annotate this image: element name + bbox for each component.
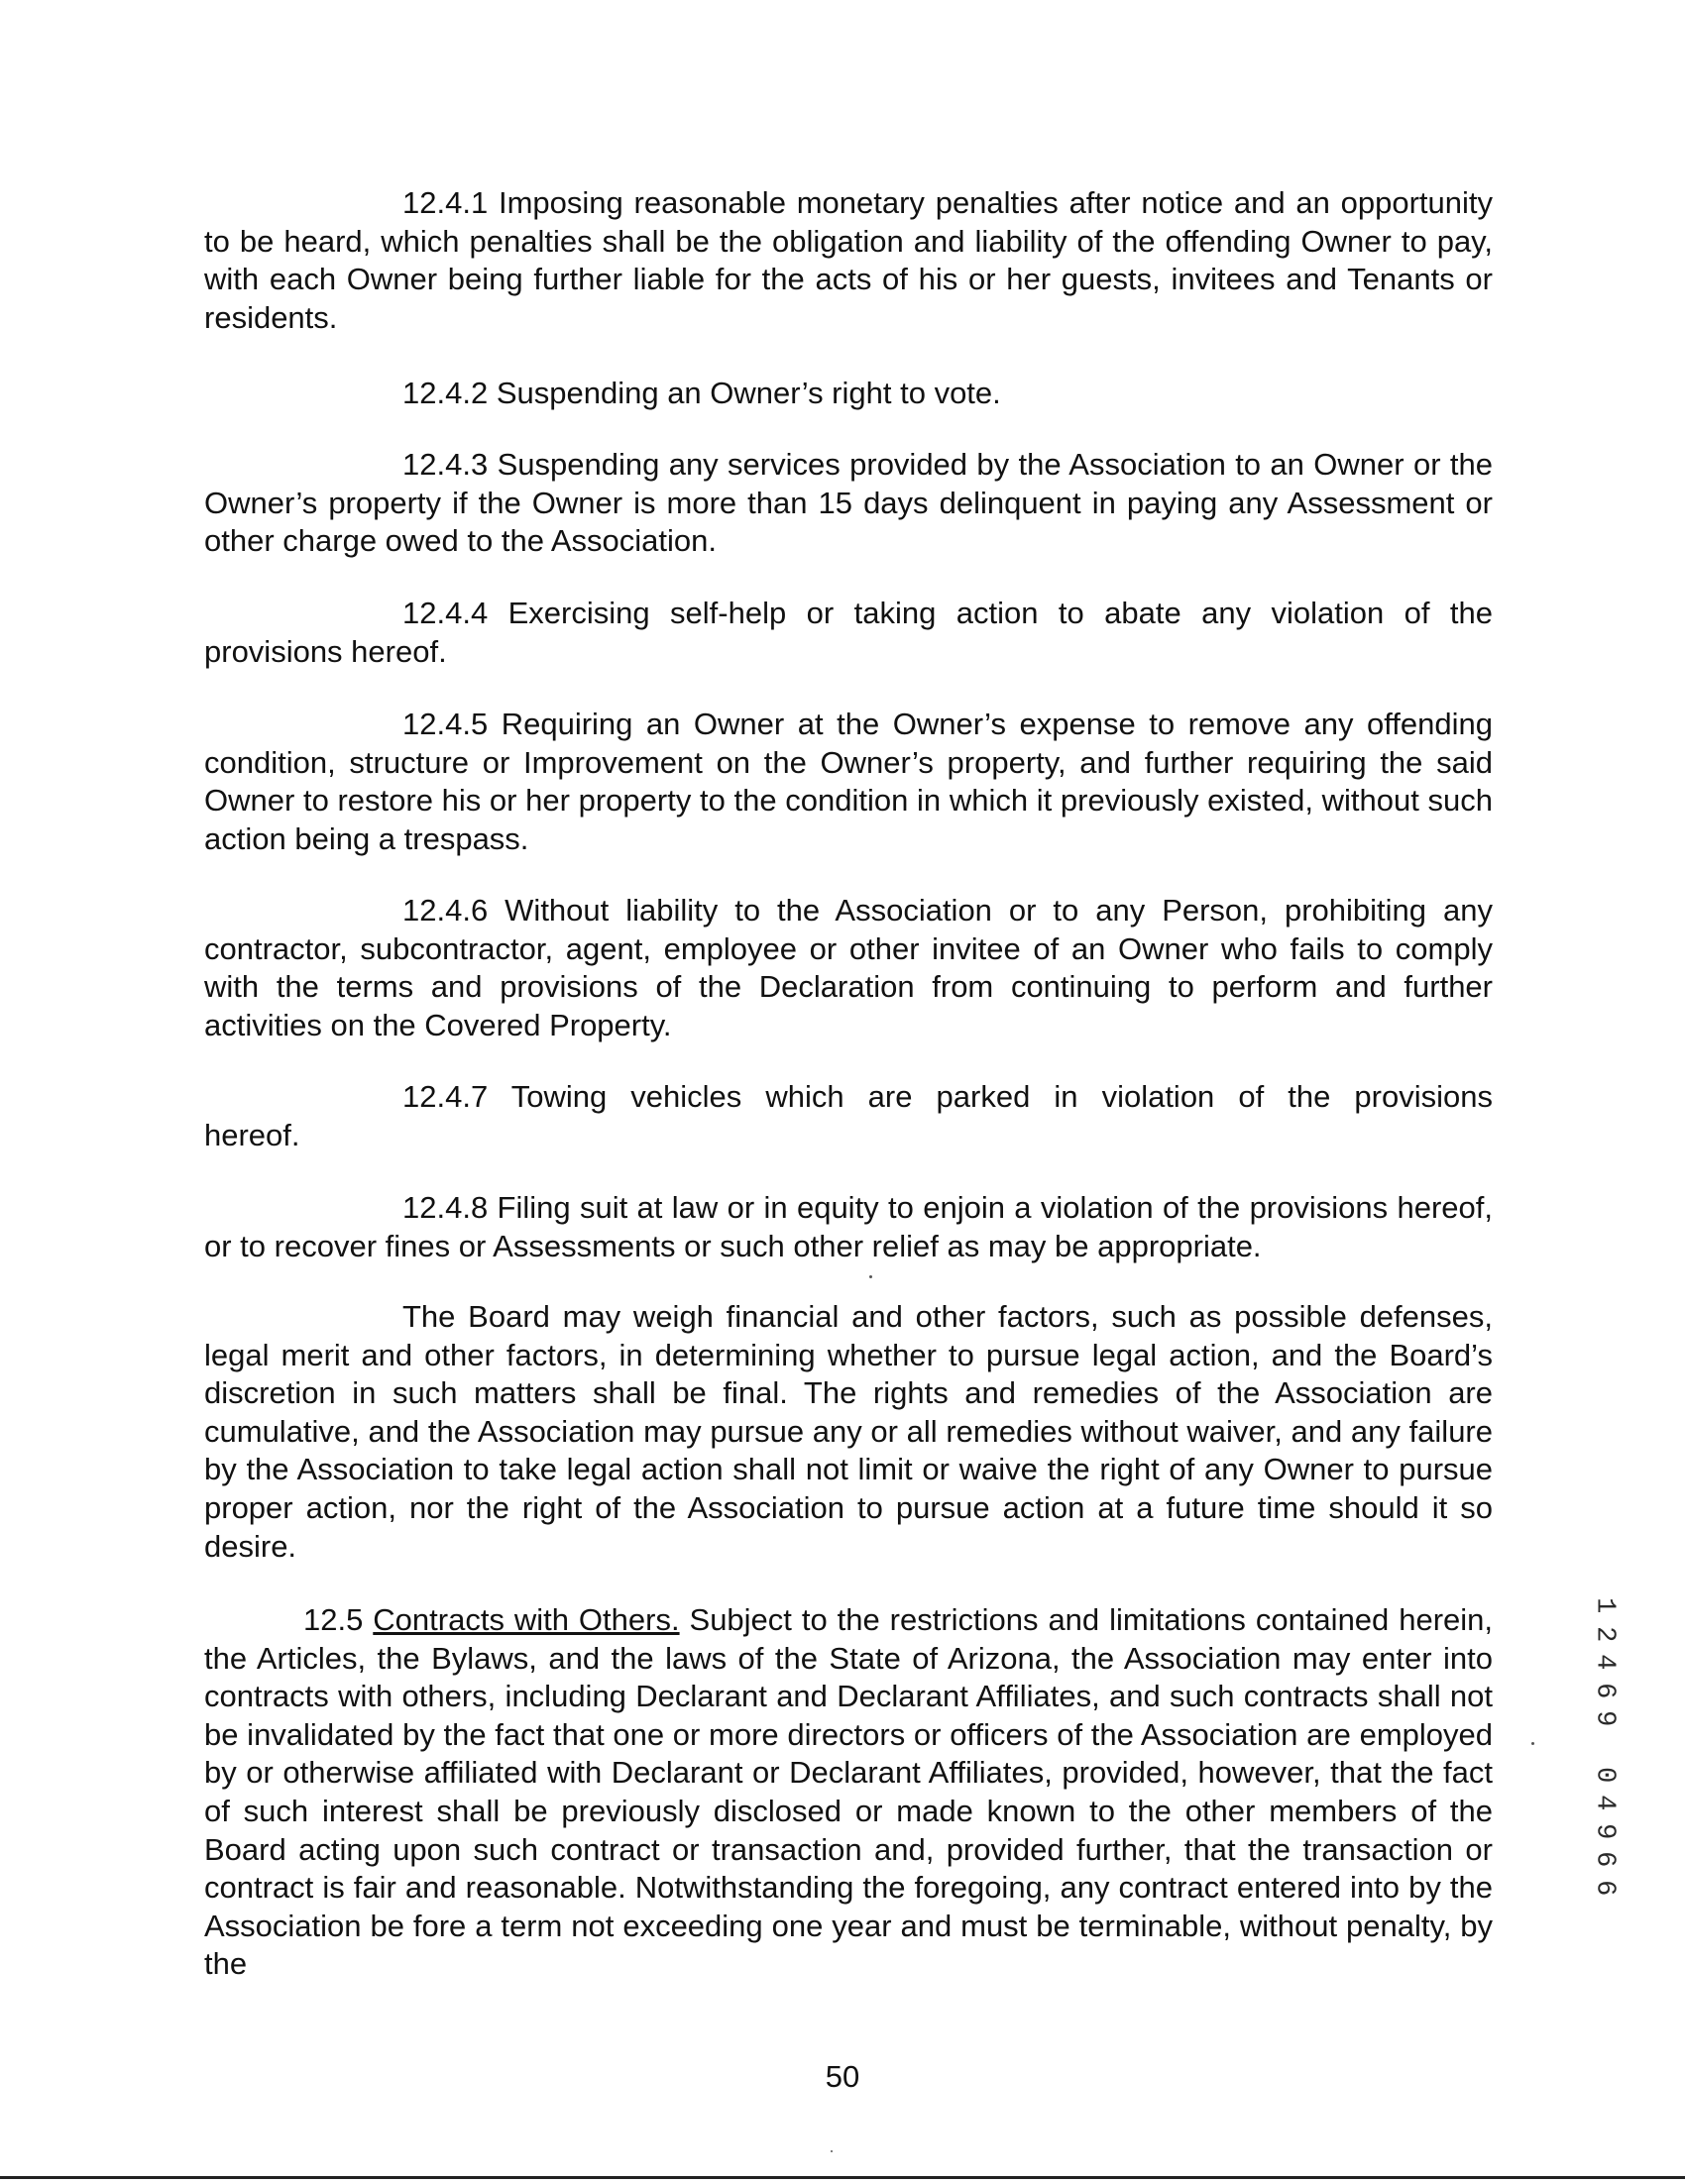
- paragraph-12-5: [204, 1601, 1493, 1984]
- section-number: 12.4.2: [402, 376, 489, 410]
- stamp-digit: 6: [1589, 1682, 1620, 1698]
- section-number: 12.4.8: [402, 1190, 489, 1225]
- section-number: 12.4.3: [402, 447, 489, 482]
- recording-number-stamp: [1589, 1591, 1620, 1902]
- stamp-digit: 1: [1589, 1597, 1620, 1614]
- stamp-digit: 0: [1589, 1766, 1620, 1783]
- section-number: 12.5: [303, 1602, 364, 1637]
- paragraph-12-4-4: [204, 595, 1493, 671]
- paragraph-text: The Board may weigh financial and other factors, such as possible defenses, legal merit and other factors, in determining whether to pursue legal action, and the Board’s discretion in such matters shall be final. The rights and remedies of the Association are cumulative, and the Association may pursue any or all remedies without waiver, and any failure by the Association to take legal action shall not limit or waive the right of any Owner to pursue proper action, nor the right of the Association to pursue action at a future time should it so desire.: [204, 1299, 1493, 1564]
- paragraph-board-discretion: [204, 1298, 1493, 1566]
- paragraph-12-4-7-continued: [204, 1117, 1493, 1155]
- stamp-digit: 9: [1589, 1822, 1620, 1839]
- scan-edge-line: [0, 2176, 1685, 2179]
- section-number: 12.4.5: [402, 707, 489, 741]
- paragraph-text: Suspending an Owner’s right to vote.: [496, 376, 1001, 410]
- paragraph-12-4-2: [204, 375, 1493, 413]
- section-number: 12.4.1: [402, 185, 489, 220]
- page-number: 50: [825, 2059, 860, 2094]
- paragraph-12-4-8: [204, 1189, 1493, 1265]
- paragraph-text: hereof.: [204, 1118, 300, 1152]
- scan-speck: [1531, 1742, 1534, 1745]
- paragraph-text: Requiring an Owner at the Owner’s expense to remove any offending condition, structure or Improvement on the Owner’s property, and further requiring the said Owner to restore his or her property to the condition in which it previously existed, without such action being a trespass.: [204, 707, 1493, 856]
- scan-speck: [869, 1275, 872, 1278]
- stamp-digit: 9: [1589, 1710, 1620, 1727]
- paragraph-text: Imposing reasonable monetary penalties after notice and an opportunity to be heard, which penalties shall be the obligation and liability of the offending Owner to pay, with each Owner being further liable for the acts of his or her guests, invitees and Tenants or residents.: [204, 185, 1493, 335]
- section-number: 12.4.7: [402, 1079, 489, 1114]
- scan-speck: [831, 2150, 833, 2152]
- paragraph-12-4-7: [204, 1078, 1493, 1117]
- paragraph-text: Exercising self-help or taking action to abate any violation of the provisions hereof.: [204, 596, 1493, 669]
- paragraph-text: Subject to the restrictions and limitations contained herein, the Articles, the Bylaws, and the laws of the State of Arizona, the Association may enter into contracts with others, including Declarant and Declarant Affiliates, and such contracts shall not be invalidated by the fact that one or more directors or officers of the Association are employed by or otherwise affiliated with Declarant or Declarant Affiliates, provided, however, that the fact of such interest shall be previously disclosed or made known to the other members of the Board acting upon such contract or transaction and, provided further, that the transaction or contract is fair and reasonable. Notwithstanding the foregoing, any contract entered into by the Association be fore a term not exceeding one year and must be terminable, without penalty, by the: [204, 1602, 1494, 1982]
- section-number: 12.4.4: [402, 596, 489, 630]
- section-number: 12.4.6: [402, 893, 489, 928]
- stamp-digit: 2: [1589, 1625, 1620, 1642]
- section-heading: Contracts with Others.: [373, 1602, 680, 1637]
- paragraph-12-4-5: [204, 706, 1493, 858]
- stamp-digit: 6: [1589, 1851, 1620, 1868]
- stamp-digit: 6: [1589, 1879, 1620, 1896]
- paragraph-12-4-6: [204, 892, 1493, 1044]
- paragraph-text: Without liability to the Association or to any Person, prohibiting any contractor, subcontractor, agent, employee or other invitee of an Owner who fails to comply with the terms and provisions of the Declaration from continuing to perform and further activities on the Covered Property.: [204, 893, 1493, 1042]
- paragraph-12-4-1: [204, 184, 1493, 337]
- stamp-digit: 4: [1589, 1795, 1620, 1811]
- paragraph-12-4-3: [204, 446, 1493, 561]
- paragraph-text: Suspending any services provided by the Association to an Owner or the Owner’s property if the Owner is more than 15 days delinquent in paying any Assessment or other charge owed to the Association.: [204, 447, 1493, 559]
- paragraph-text: Filing suit at law or in equity to enjoin a violation of the provisions hereof, or to recover fines or Assessments or such other relief as may be appropriate.: [204, 1190, 1493, 1263]
- paragraph-text: Towing vehicles which are parked in violation of the provisions: [510, 1079, 1493, 1114]
- stamp-digit: 4: [1589, 1654, 1620, 1671]
